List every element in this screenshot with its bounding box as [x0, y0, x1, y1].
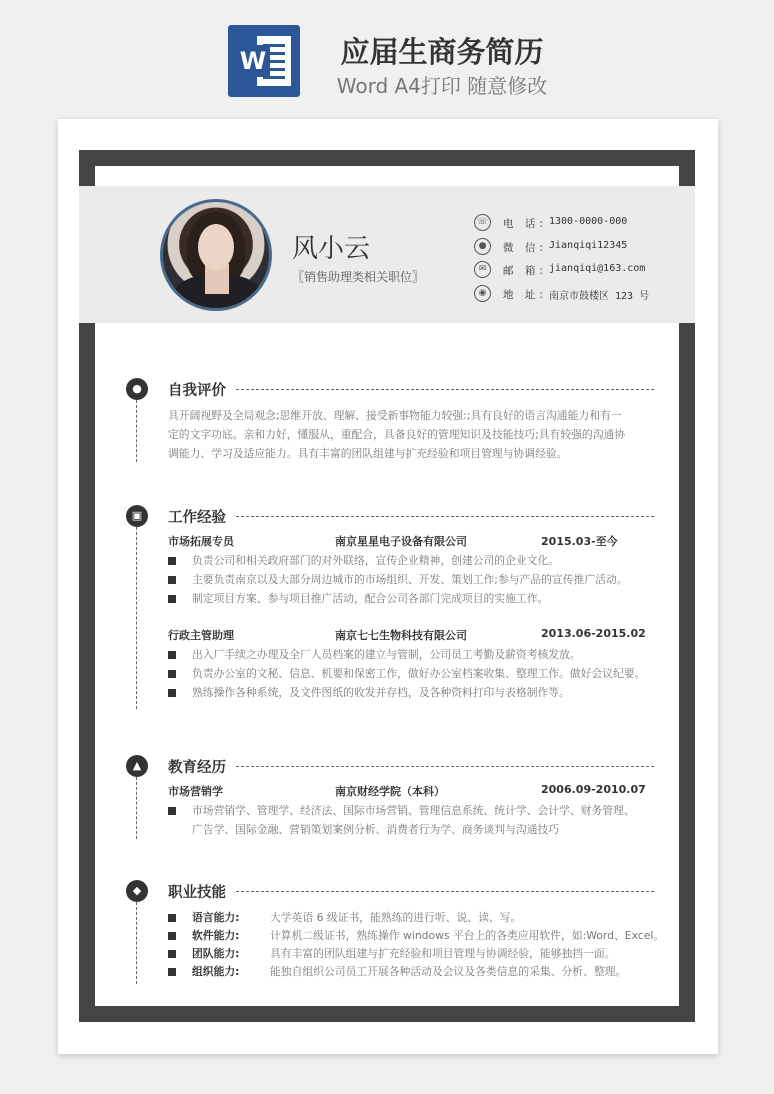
skill-text: 能独自组织公司员工开展各种活动及会议及各类信息的采集、分析、整理。	[270, 965, 627, 978]
skill-label: 组织能力:	[192, 965, 240, 978]
job-period: 2013.06-2015.02	[541, 627, 646, 640]
banner-subtitle: Word A4打印 随意修改	[336, 74, 548, 98]
briefcase-icon: ▣	[126, 505, 148, 527]
candidate-name: 风小云	[292, 234, 371, 264]
timeline-line	[136, 902, 137, 984]
edu-school: 南京财经学院（本科）	[335, 785, 445, 798]
edu-period: 2006.09-2010.07	[541, 783, 646, 796]
job-period: 2015.03-至今	[541, 535, 618, 548]
skill-label: 团队能力:	[192, 947, 240, 960]
contact-phone	[474, 214, 674, 232]
timeline-line	[136, 527, 137, 709]
job-role: 行政主管助理	[168, 629, 234, 642]
section-title-education: 教育经历	[168, 760, 226, 776]
duty-text: 主要负责南京以及大部分周边城市的市场组织、开发、策划工作;参与产品的宣传推广活动。	[192, 573, 628, 586]
skill-label: 语言能力:	[192, 911, 240, 924]
contact-value: jianqiqi@163.com	[549, 263, 646, 274]
section-divider	[236, 389, 654, 390]
word-letter: W	[236, 45, 270, 77]
contact-value: 南京市鼓楼区 123 号	[549, 291, 650, 302]
section-title-self-eval: 自我评价	[168, 383, 226, 399]
edu-major: 市场营销学	[168, 785, 223, 798]
wechat-icon: ●	[474, 238, 491, 255]
job-company: 南京七七生物科技有限公司	[335, 629, 467, 642]
phone-icon: ☏	[474, 214, 491, 231]
duty-text: 熟练操作各种系统，及文件图纸的收发并存档，及各种资料打印与表格制作等。	[192, 686, 570, 699]
section-title-work: 工作经验	[168, 510, 226, 526]
contact-label: 电 话:	[503, 218, 547, 230]
self-eval-line: 定的文字功底。亲和力好，懂服从，重配合，具备良好的管理知识及技能技巧;具有较强的沟通协	[168, 428, 626, 441]
course-text: 广告学、国际金融、营销策划案例分析、消费者行为学、商务谈判与沟通技巧	[192, 823, 560, 836]
target-position: 〖销售助理类相关职位〗	[292, 270, 425, 284]
duty-text: 负责办公室的文秘、信息、机要和保密工作，做好办公室档案收集、整理工作。做好会议纪要。	[192, 667, 646, 680]
mail-icon: ✉	[474, 261, 491, 278]
contact-value: Jianqiqi12345	[549, 240, 628, 251]
comment-icon: ●	[126, 378, 148, 400]
skill-label: 软件能力:	[192, 929, 240, 942]
word-app-icon	[228, 25, 300, 97]
contact-address	[474, 285, 674, 303]
banner-title: 应届生商务简历	[340, 35, 544, 69]
self-eval-line: 调能力、学习及适应能力。具有丰富的团队组建与扩充经验和项目管理与协调经验。	[168, 447, 568, 460]
contact-wechat	[474, 238, 674, 256]
top-banner	[0, 0, 774, 110]
contact-value: 1300-0000-000	[549, 216, 628, 227]
contact-label: 地 址:	[503, 289, 547, 301]
graduation-cap-icon: ▲	[126, 755, 148, 777]
self-eval-line: 具开阔视野及全局观念;思维开放、理解、接受新事物能力较强:;具有良好的语言沟通能力和有一	[168, 409, 622, 422]
timeline-line	[136, 400, 137, 462]
duty-text: 制定项目方案、参与项目推广活动，配合公司各部门完成项目的实施工作。	[192, 592, 549, 605]
course-text: 市场营销学、管理学、经济法、国际市场营销、管理信息系统、统计学、会计学、财务管理、	[192, 804, 635, 817]
section-divider	[236, 891, 654, 892]
job-header	[168, 533, 656, 549]
contact-email	[474, 261, 674, 279]
education-header	[168, 783, 656, 799]
skill-text: 大学英语 6 级证书，能熟练的进行听、说、读、写。	[270, 911, 522, 924]
diamond-icon: ◆	[126, 880, 148, 902]
skill-text: 计算机二级证书，熟练操作 windows 平台上的各类应用软件，如:Word、Excel。	[270, 929, 665, 942]
job-header	[168, 627, 656, 643]
contact-label: 微 信:	[503, 242, 547, 254]
duty-text: 负责公司和相关政府部门的对外联络，宣传企业精神，创建公司的企业文化。	[192, 554, 560, 567]
skill-text: 具有丰富的团队组建与扩充经验和项目管理与协调经验，能够独挡一面。	[270, 947, 616, 960]
section-divider	[236, 516, 654, 517]
timeline-line	[136, 777, 137, 839]
duty-text: 出入厂手续之办理及全厂人员档案的建立与管制，公司员工考勤及薪资考核发放。	[192, 648, 581, 661]
section-title-skills: 职业技能	[168, 885, 226, 901]
avatar	[160, 199, 272, 311]
location-icon: ◉	[474, 285, 491, 302]
job-company: 南京星星电子设备有限公司	[335, 535, 467, 548]
job-role: 市场拓展专员	[168, 535, 234, 548]
section-divider	[236, 766, 654, 767]
self-eval-text	[168, 406, 656, 463]
contact-label: 邮 箱:	[503, 265, 547, 277]
